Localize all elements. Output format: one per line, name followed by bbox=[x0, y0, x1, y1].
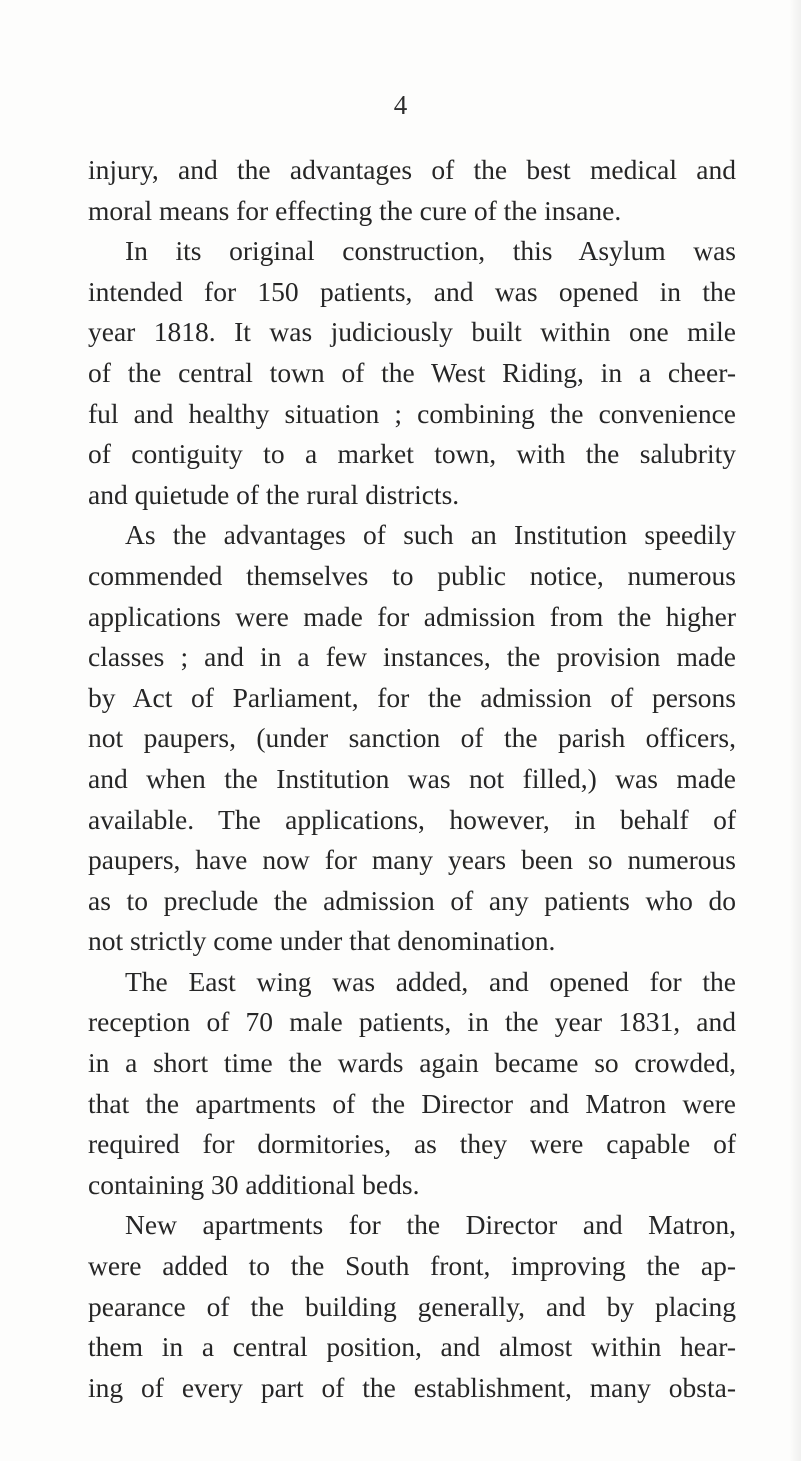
text-line: applications were made for admission from the higher bbox=[88, 600, 736, 632]
text-line: containing 30 additional beds. bbox=[88, 1168, 420, 1200]
text-line: moral means for effecting the cure of the insane. bbox=[88, 194, 622, 226]
text-line: by Act of Parliament, for the admission of persons bbox=[88, 681, 736, 713]
text-line: year 1818. It was judiciously built within one mile bbox=[88, 316, 736, 348]
page-number: 4 bbox=[393, 90, 408, 120]
text-line: in a short time the wards again became so crowded, bbox=[88, 1047, 736, 1079]
text-line: New apartments for the Director and Matron, bbox=[125, 1209, 736, 1241]
text-line: and quietude of the rural districts. bbox=[88, 478, 460, 510]
text-line: intended for 150 patients, and was opened in the bbox=[88, 275, 736, 307]
text-line: of the central town of the West Riding, in a cheer- bbox=[88, 356, 736, 388]
body-text bbox=[88, 150, 736, 1408]
text-line: In its original construction, this Asylum was bbox=[125, 235, 736, 267]
text-line: that the apartments of the Director and Matron were bbox=[88, 1087, 736, 1119]
text-line: as to preclude the admission of any patients who do bbox=[88, 884, 736, 916]
text-line: available. The applications, however, in behalf of bbox=[88, 803, 736, 835]
text-line: not strictly come under that denomination. bbox=[88, 925, 556, 957]
text-line: reception of 70 male patients, in the year 1831, and bbox=[88, 1006, 736, 1038]
text-line: them in a central position, and almost within hear- bbox=[88, 1331, 736, 1363]
text-line: not paupers, (under sanction of the parish officers, bbox=[88, 722, 736, 754]
text-line: classes ; and in a few instances, the provision made bbox=[88, 641, 736, 673]
page-edge-shadow bbox=[789, 0, 801, 1461]
text-line: required for dormitories, as they were capable of bbox=[88, 1128, 736, 1160]
text-line: were added to the South front, improving the ap- bbox=[88, 1250, 736, 1282]
text-line: ing of every part of the establishment, many obsta- bbox=[88, 1371, 736, 1403]
text-line: As the advantages of such an Institution speedily bbox=[125, 519, 736, 551]
text-line: commended themselves to public notice, numerous bbox=[88, 559, 736, 591]
text-line: ful and healthy situation ; combining the convenience bbox=[88, 397, 736, 429]
text-line: paupers, have now for many years been so numerous bbox=[88, 844, 736, 876]
text-line: of contiguity to a market town, with the salubrity bbox=[88, 438, 736, 470]
text-line: The East wing was added, and opened for the bbox=[125, 965, 736, 997]
text-line: pearance of the building generally, and by placing bbox=[88, 1290, 736, 1322]
text-line: and when the Institution was not filled,) was made bbox=[88, 762, 736, 794]
text-line: injury, and the advantages of the best medical and bbox=[88, 154, 736, 185]
